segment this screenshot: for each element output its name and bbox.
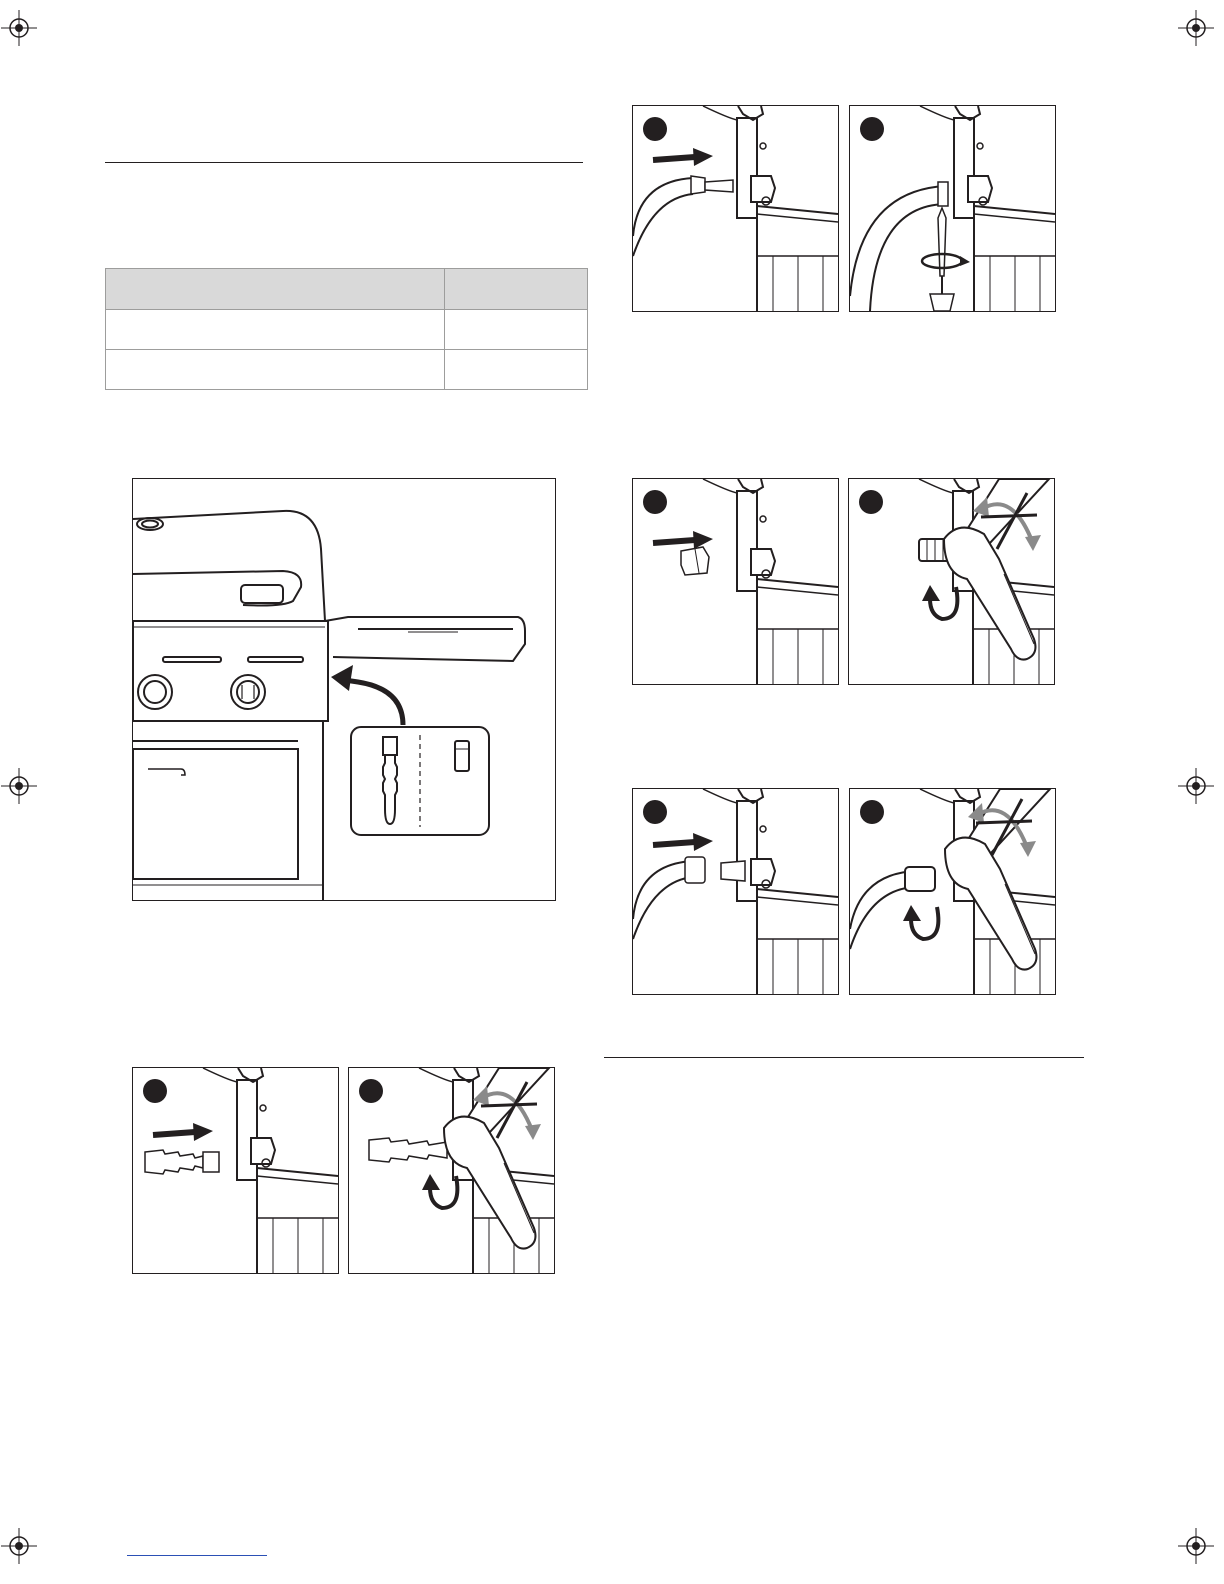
push-hose-on-nozzle-step	[632, 105, 839, 312]
registration-mark-bottom-right-icon	[1178, 1528, 1214, 1564]
arrow-right-icon	[653, 833, 713, 851]
step-marker-icon	[860, 800, 884, 824]
hose-nozzle-icon	[145, 1150, 219, 1174]
attach-threaded-hose-push-step	[632, 788, 839, 995]
wrench-icon	[945, 789, 1050, 970]
spec-table	[105, 268, 588, 390]
section-rule-right	[604, 1057, 1084, 1058]
table-cell	[445, 350, 588, 390]
step-marker-icon	[859, 490, 883, 514]
table-header-row	[106, 269, 588, 310]
rotation-ring-icon	[922, 254, 970, 268]
arrow-right-icon	[653, 531, 713, 549]
step-marker-icon	[359, 1079, 383, 1103]
table-cell	[445, 310, 588, 350]
step-marker-icon	[643, 490, 667, 514]
tighten-threaded-adaptor-wrench-step	[848, 478, 1055, 685]
table-row	[106, 350, 588, 390]
hose-nozzle-icon	[369, 1138, 447, 1162]
registration-mark-bottom-left-icon	[1, 1528, 37, 1564]
footer-link-underline	[127, 1555, 267, 1556]
table-header-cell	[445, 269, 588, 310]
curved-rotate-arrow-icon	[903, 905, 938, 939]
step-marker-icon	[643, 117, 667, 141]
registration-mark-top-right-icon	[1178, 10, 1214, 46]
registration-mark-mid-left-icon	[1, 768, 37, 804]
fit-hose-nozzle-push-step	[132, 1067, 339, 1274]
arrow-right-icon	[653, 148, 713, 166]
step-marker-icon	[643, 800, 667, 824]
arrow-right-icon	[153, 1123, 213, 1141]
tighten-threaded-hose-wrench-step	[849, 788, 1056, 995]
registration-mark-mid-right-icon	[1178, 768, 1214, 804]
section-rule-left	[105, 162, 583, 163]
registration-mark-top-left-icon	[1, 10, 37, 46]
fit-threaded-adaptor-push-step	[632, 478, 839, 685]
screwdriver-icon	[930, 208, 954, 311]
fasten-hose-clamp-screwdriver-step	[849, 105, 1056, 312]
table-header-cell	[106, 269, 445, 310]
tighten-hose-nozzle-wrench-step	[348, 1067, 555, 1274]
threaded-adaptor-icon	[681, 547, 709, 575]
table-cell	[106, 350, 445, 390]
step-marker-icon	[860, 117, 884, 141]
grill-gas-inlet-overview-figure	[132, 478, 556, 901]
table-row	[106, 310, 588, 350]
step-marker-icon	[143, 1079, 167, 1103]
table-cell	[106, 310, 445, 350]
